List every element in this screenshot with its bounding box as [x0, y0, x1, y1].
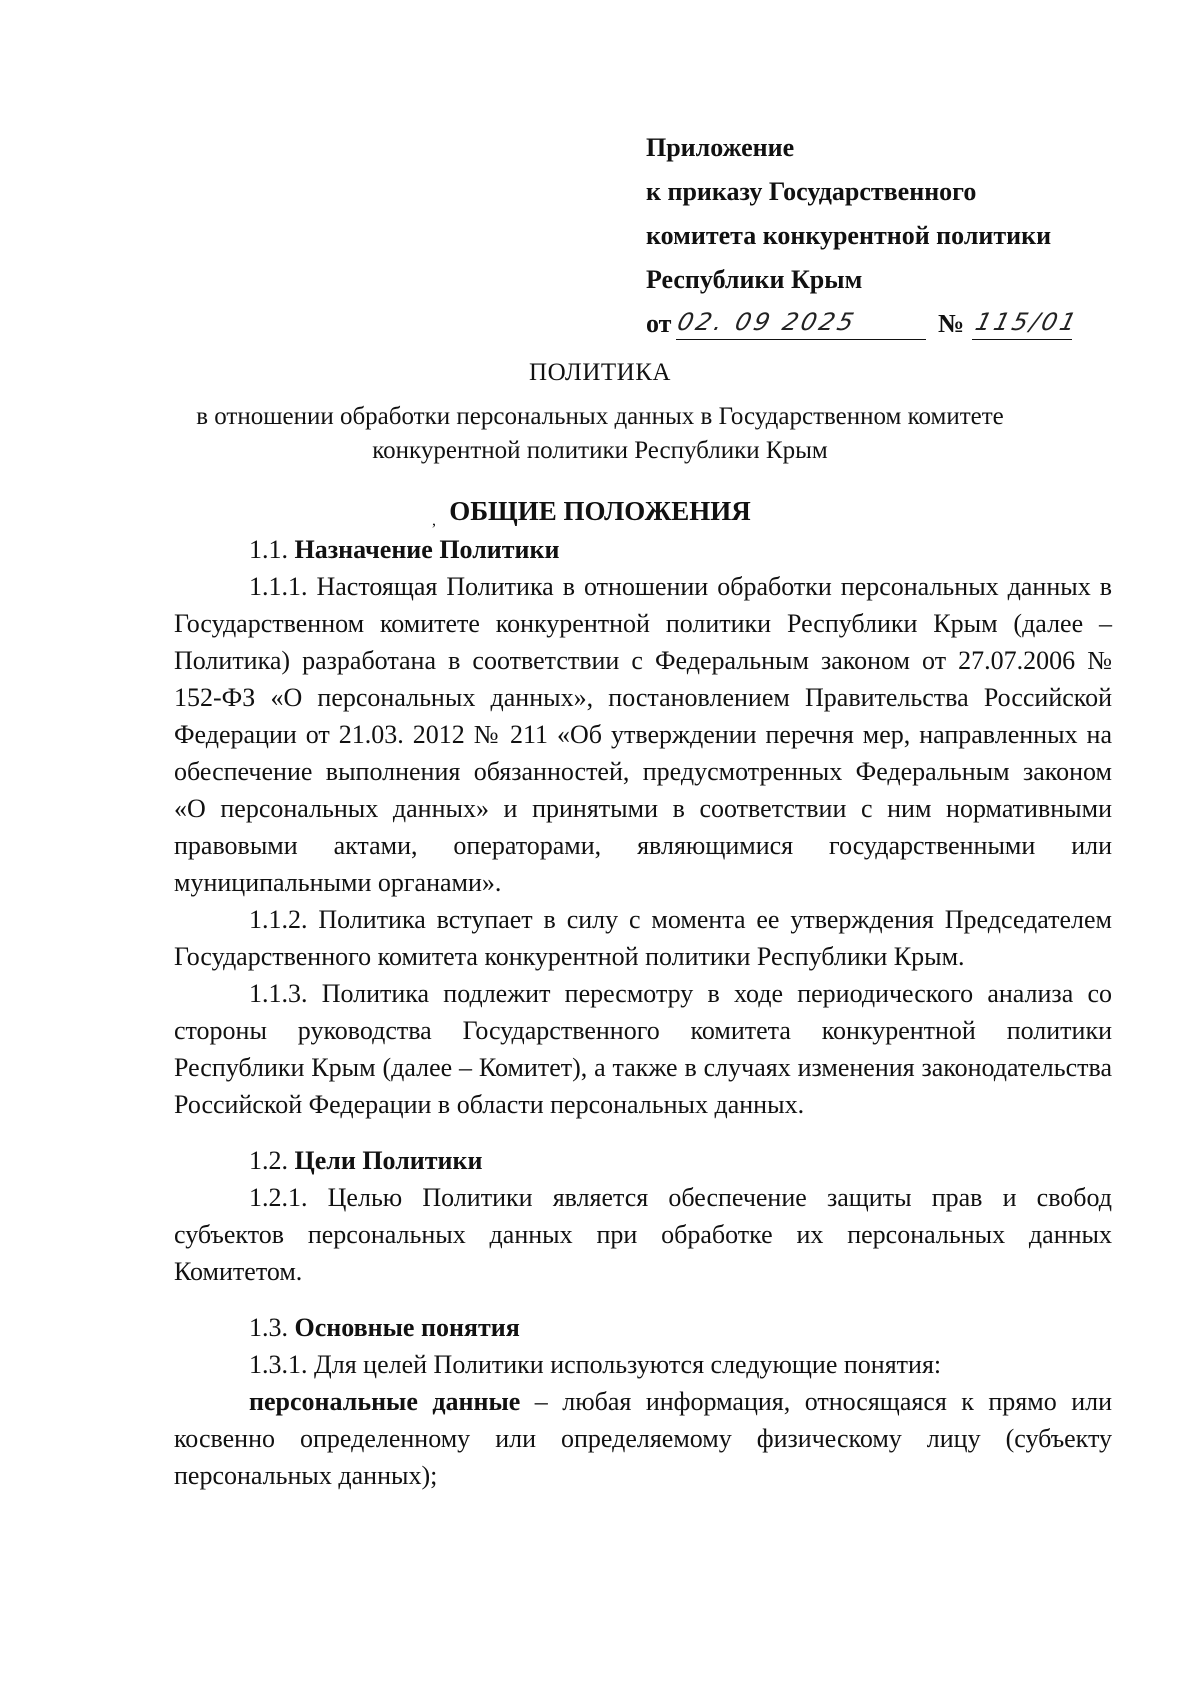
- title-line-2: в отношении обработки персональных данных в Государственном комитете: [196, 403, 1004, 430]
- section-1-2-heading: [174, 1142, 1112, 1179]
- spacer: [174, 1290, 1112, 1309]
- section-1-3-number: 1.3.: [249, 1313, 288, 1342]
- order-date-number-line: [646, 302, 1082, 346]
- section-heading-general: ОБЩИЕ ПОЛОЖЕНИЯ: [449, 496, 751, 526]
- paragraph-1-2-1: 1.2.1. Целью Политики является обеспечение защиты прав и свобод субъектов персональных данных при обработке их персональных данных Комитетом.: [174, 1183, 1112, 1286]
- section-1-2-number: 1.2.: [249, 1146, 288, 1175]
- attachment-line-3: комитета конкурентной политики: [646, 221, 1052, 250]
- attachment-line-2: к приказу Государственного: [646, 177, 977, 206]
- section-1-3-title: Основные понятия: [294, 1313, 520, 1342]
- term-personal-data-definition: – любая информация, относящаяся к прямо или косвенно определенному или определяемому физическому лицу (субъекту персональных данных);: [174, 1387, 1112, 1490]
- paragraph-1-3-1: 1.3.1. Для целей Политики используются следующие понятия:: [249, 1350, 942, 1379]
- paragraph-1-1-1: 1.1.1. Настоящая Политика в отношении обработки персональных данных в Государственном комитете конкурентной политики Республики Крым (далее – Политика) разработана в соответствии с Федеральным законом от 27.07.2006 № 152-ФЗ «О персональных данных», постановлением Правительства Российской Федерации от 21.03. 2012 № 211 «Об утверждении перечня мер, направленных на обеспечение выполнения обязанностей, предусмотренных Федеральным законом «О персональных данных» и принятыми в соответствии с ним нормативными правовыми актами, операторами, являющимися государственными или муниципальными органами».: [174, 572, 1112, 897]
- spacer: [174, 1123, 1112, 1142]
- handwritten-date: 02. 09 2025: [674, 308, 860, 336]
- section-1-2-title: Цели Политики: [294, 1146, 483, 1175]
- section-1-3-heading: [174, 1309, 1112, 1346]
- attachment-block: [646, 126, 1082, 346]
- section-1-1-title: Назначение Политики: [294, 535, 560, 564]
- title-line-1: ПОЛИТИКА: [529, 359, 671, 386]
- title-line-3: конкурентной политики Республики Крым: [372, 437, 828, 464]
- paragraph-1-1-3: 1.1.3. Политика подлежит пересмотру в ходе периодического анализа со стороны руководства Государственного комитета конкурентной политики Республики Крым (далее – Комитет), а также в случаях изменения законодательства Российской Федерации в области персональных данных.: [174, 979, 1112, 1119]
- term-personal-data: персональные данные: [249, 1387, 521, 1416]
- attachment-line-4: Республики Крым: [646, 265, 863, 294]
- date-label: от: [646, 309, 672, 338]
- document-title: [0, 356, 1200, 468]
- section-1-1-heading: [174, 531, 1112, 568]
- handwritten-number: 115/01: [972, 308, 1082, 336]
- section-1-1-number: 1.1.: [249, 535, 288, 564]
- number-label: №: [938, 309, 965, 338]
- document-body: [174, 531, 1112, 1494]
- stray-mark: ,: [432, 512, 436, 529]
- attachment-line-1: Приложение: [646, 133, 795, 162]
- definition-personal-data: [174, 1383, 1112, 1494]
- paragraph-1-1-2: 1.1.2. Политика вступает в силу с момента ее утверждения Председателем Государственного комитета конкурентной политики Республики Крым.: [174, 905, 1112, 971]
